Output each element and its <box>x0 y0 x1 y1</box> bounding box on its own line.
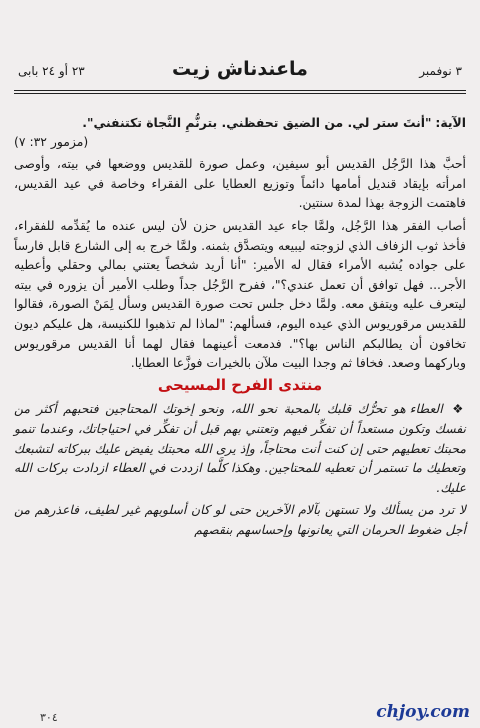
bullet-icon: ❖ <box>452 401 466 417</box>
header-rule <box>14 90 466 91</box>
page-number: ٣٠٤ <box>40 711 58 724</box>
verse-text: "أنتَ ستر لي. من الضيق تحفظني. بترنُّمِ النَّجاة تكتنفني". <box>82 115 432 130</box>
header-rule-double <box>14 93 466 94</box>
verse-reference: (مزمور ٣٢: ٧) <box>14 133 89 149</box>
story-paragraph-1: أحبَّ هذا الرَّجُل القديس أبو سيفين، وعمل صورة للقديس ووضعها في بيته، وأوصى امرأته بإيقاد قنديل أمامها دائماً وتوزيع العطايا على الفقراء وخاصة في عيد القديس، فاهتمت الزوجة بهذا لمدة سنتين. <box>14 156 466 211</box>
gregorian-date: ٣ نوفمبر <box>419 64 462 78</box>
verse-label: الآية: <box>435 115 466 130</box>
reflection-paragraph-2: لا ترد من يسألك ولا تستهن بآلام الآخرين حتى لو كان أسلوبهم غير لطيف، فاعذرهم من أجل ضغوط الحرمان التي يعانونها وإحساسهم بنقصهم <box>14 502 466 537</box>
story-paragraph-2: أصاب الفقر هذا الرَّجُل، ولمَّا جاء عيد القديس حزن لأن ليس عنده ما يُقدِّمه للفقراء، فأخذ ثوب الزفاف الذي لزوجته ليبيعه ويتصدَّق بثمنه. ولمَّا خرج به إلى الشارع قابل فارساً على جواده يُشبه الأمراء فقال له الأمير: "أنا أريد شخصاً يعتني بمالي وحقلي وأعطيه الأجر... فهل توافق أن تعمل عندي؟"، ففرح الرَّجُل جداً وطلب الأمير أن يزوره في بيته ليتعرف عليه ويتفق معه. ولمَّا دخل جلس تحت صورة القديس وسأل لِمَنْ الصورة، فقالوا للقديس مرقوريوس الذي عيده اليوم، فسألهم: "لماذا لم تذهبوا للكنيسة، هل عليكم ديون تخافون أن يطالبكم الناس بها؟". فدمعت أعينهما فقال لهما أنا القديس مرقوريوس وباركهما وصعد. فخافا ثم وجدا البيت ملآن بالخيرات فوزَّعا العطايا. <box>14 217 466 371</box>
page-body <box>14 113 466 542</box>
coptic-date: ٢٣ أو ٢٤ بابى <box>18 64 85 78</box>
verse-block <box>14 113 466 151</box>
page-title: ماعندناش زيت <box>172 58 308 80</box>
forum-watermark: منتدى الفرح المسيحى <box>157 375 323 394</box>
site-logo: chjoy.com <box>376 702 470 722</box>
page-header <box>18 58 462 84</box>
reflection-text-1: العطاء هو تحرُّك قلبك بالمحبة نحو الله، ونحو إخوتك المحتاجين فتحبهم أكثر من نفسك وتكون مستعداً أن تفكِّر فيهم وتعتني بهم قبل أن تفكِّر في احتياجاتك، وعندما تنمو محبتك تعطيهم حتى إن كنت أنت محتاجاً، وإذ يرى الله محبتك يفيض عليك ببركاته لتشبعك وتعطيك ما تستمر أن تعطيه للمحتاجين. وهكذا كلَّما ازددت في العطاء ازدادت بركات الله عليك. <box>14 401 466 495</box>
reflection-paragraph-1 <box>14 399 466 497</box>
